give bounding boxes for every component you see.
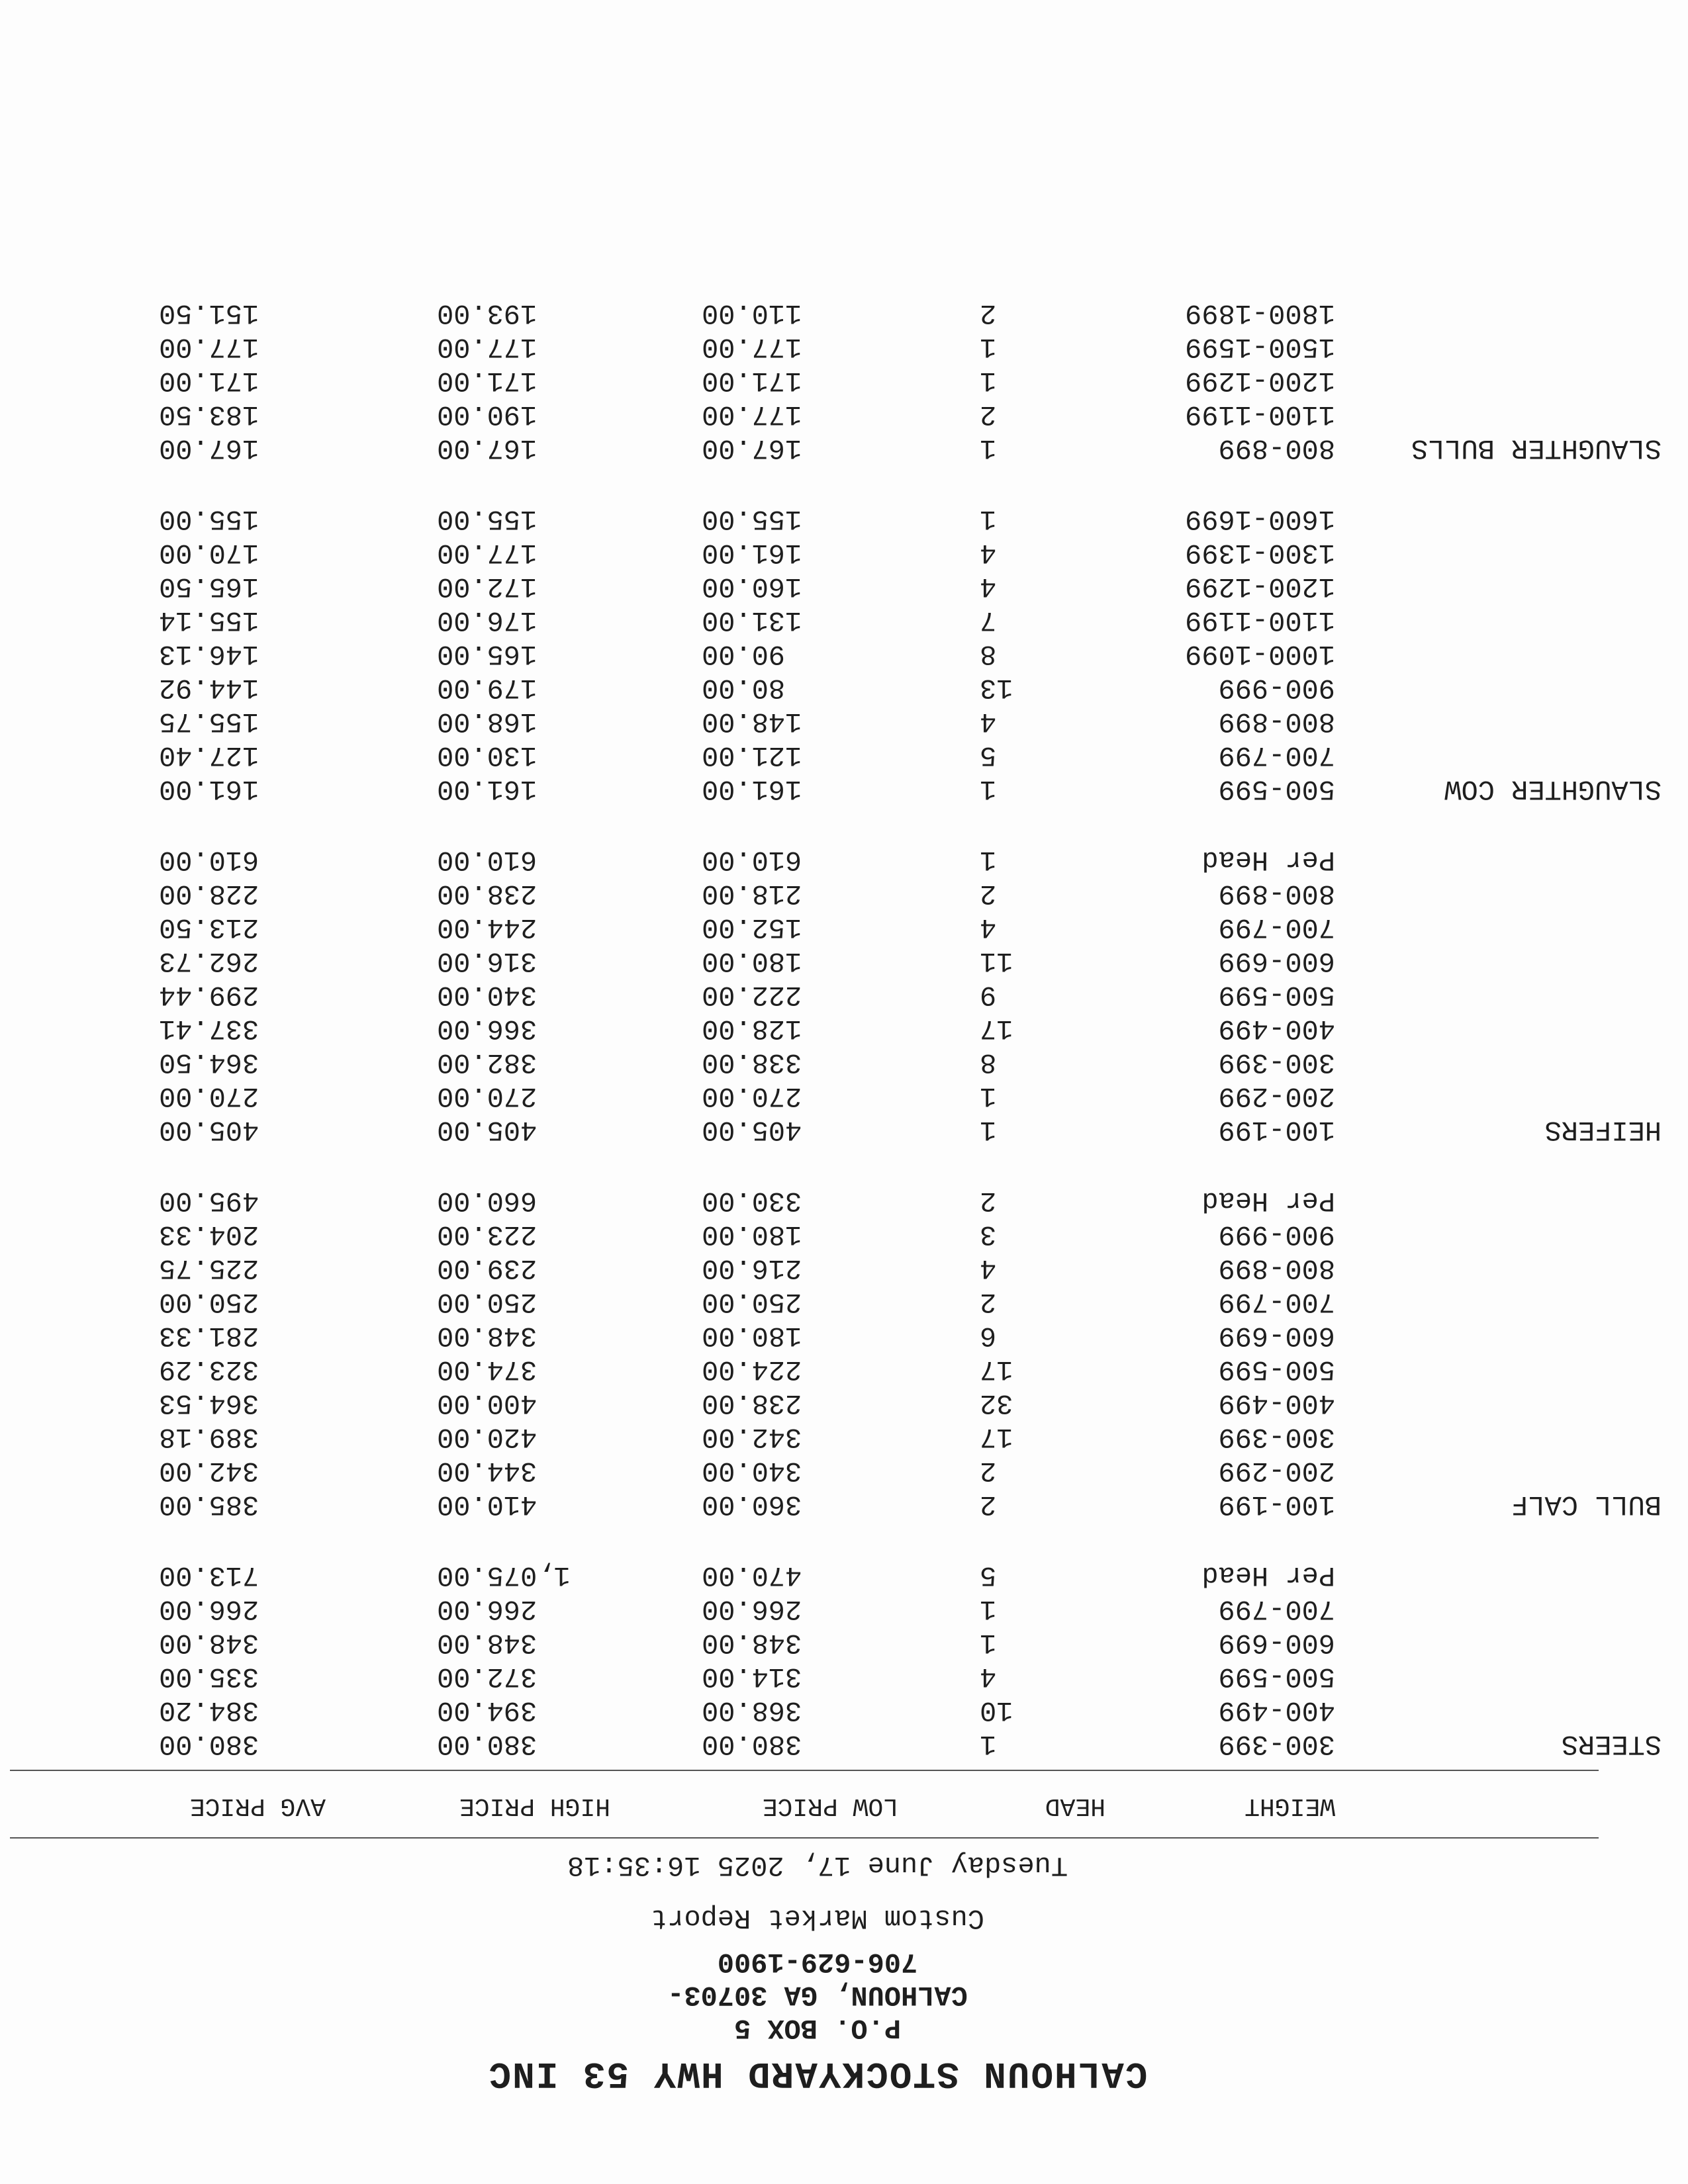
avg-price-cell: 335.00	[159, 1661, 259, 1692]
avg-price-cell: 342.00	[159, 1455, 259, 1486]
table-row	[0, 1045, 1688, 1079]
low-price-cell: 314.00	[702, 1661, 802, 1692]
table-row	[0, 502, 1688, 535]
high-price-cell: 266.00	[437, 1593, 538, 1625]
low-price-cell: 222.00	[702, 979, 802, 1011]
head-count-cell: 8	[980, 1046, 997, 1078]
avg-price-cell: 177.00	[159, 331, 259, 363]
avg-price-cell: 161.00	[159, 773, 259, 805]
avg-price-cell: 495.00	[159, 1185, 259, 1216]
avg-price-cell: 610.00	[159, 844, 259, 876]
head-count-cell: 2	[980, 1286, 997, 1318]
high-price-cell: 130.00	[437, 739, 538, 771]
head-count-cell: 17	[980, 1421, 1013, 1453]
low-price-cell: 250.00	[702, 1286, 802, 1318]
high-price-cell: 239.00	[437, 1252, 538, 1284]
low-price-cell: 177.00	[702, 331, 802, 363]
weight-cell: 1500-1599	[1185, 331, 1335, 363]
market-table	[0, 259, 1688, 1760]
avg-price-cell: 228.00	[159, 878, 259, 909]
weight-cell: 700-799	[1218, 1593, 1335, 1625]
table-row	[0, 1251, 1688, 1285]
high-price-cell: 177.00	[437, 537, 538, 569]
weight-cell: 200-299	[1218, 1455, 1335, 1486]
address-line-2: CALHOUN, GA 30703-	[667, 1979, 968, 2011]
weight-cell: 800-899	[1218, 1252, 1335, 1284]
avg-price-cell: 146.13	[159, 638, 259, 670]
avg-price-cell: 250.00	[159, 1286, 259, 1318]
high-price-cell: 179.00	[437, 672, 538, 704]
weight-cell: 1200-1299	[1185, 365, 1335, 396]
head-count-cell: 1	[980, 1080, 997, 1112]
table-row	[0, 944, 1688, 978]
avg-price-cell: 364.53	[159, 1387, 259, 1419]
table-row	[0, 637, 1688, 670]
head-count-cell: 2	[980, 1488, 997, 1520]
table-row	[0, 535, 1688, 569]
table-row	[0, 1079, 1688, 1113]
high-price-cell: 155.00	[437, 503, 538, 535]
head-count-cell: 17	[980, 1353, 1013, 1385]
low-price-cell: 177.00	[702, 398, 802, 430]
class-section	[0, 1183, 1688, 1521]
low-price-cell: 80.00	[702, 672, 786, 704]
weight-cell: 500-599	[1218, 1661, 1335, 1692]
weight-cell: 1800-1899	[1185, 297, 1335, 329]
header-divider-bottom	[10, 1770, 1599, 1771]
weight-cell: 600-699	[1218, 1320, 1335, 1351]
class-label: SLAUGHTER BULLS	[1411, 432, 1662, 464]
table-row	[0, 978, 1688, 1011]
head-count-cell: 17	[980, 1013, 1013, 1044]
weight-cell: 1100-1199	[1185, 604, 1335, 636]
low-price-cell: 270.00	[702, 1080, 802, 1112]
head-count-cell: 1	[980, 773, 997, 805]
high-price-cell: 167.00	[437, 432, 538, 464]
low-price-cell: 348.00	[702, 1627, 802, 1659]
weight-cell: 400-499	[1218, 1694, 1335, 1726]
head-count-cell: 2	[980, 1455, 997, 1486]
low-price-cell: 266.00	[702, 1593, 802, 1625]
weight-cell: 100-199	[1218, 1114, 1335, 1146]
table-row	[0, 603, 1688, 637]
high-price-cell: 171.00	[437, 365, 538, 396]
weight-cell: 300-399	[1218, 1046, 1335, 1078]
weight-cell: 100-199	[1218, 1488, 1335, 1520]
weight-cell: 500-599	[1218, 773, 1335, 805]
avg-price-cell: 225.75	[159, 1252, 259, 1284]
table-row	[0, 1558, 1688, 1592]
low-price-cell: 342.00	[702, 1421, 802, 1453]
high-price-cell: 380.00	[437, 1728, 538, 1760]
weight-cell: Per Head	[1201, 1185, 1335, 1216]
avg-price-cell: 262.73	[159, 945, 259, 977]
table-row	[0, 1113, 1688, 1146]
head-count-cell: 1	[980, 1627, 997, 1659]
high-price-cell: 176.00	[437, 604, 538, 636]
weight-cell: 800-899	[1218, 432, 1335, 464]
table-row	[0, 1727, 1688, 1760]
weight-cell: 1600-1699	[1185, 503, 1335, 535]
class-section	[0, 1558, 1688, 1760]
table-row	[0, 704, 1688, 738]
table-row	[0, 330, 1688, 363]
avg-price-cell: 270.00	[159, 1080, 259, 1112]
avg-price-cell: 384.20	[159, 1694, 259, 1726]
high-price-cell: 223.00	[437, 1218, 538, 1250]
high-price-cell: 165.00	[437, 638, 538, 670]
head-count-cell: 1	[980, 365, 997, 396]
table-row	[0, 397, 1688, 431]
high-price-cell: 1,075.00	[437, 1559, 571, 1591]
weight-cell: 900-999	[1218, 672, 1335, 704]
table-row	[0, 1592, 1688, 1625]
low-price-cell: 131.00	[702, 604, 802, 636]
weight-cell: 600-699	[1218, 1627, 1335, 1659]
weight-cell: 1000-1099	[1185, 638, 1335, 670]
high-price-cell: 238.00	[437, 878, 538, 909]
weight-cell: Per Head	[1201, 1559, 1335, 1591]
table-row	[0, 1285, 1688, 1318]
low-price-cell: 238.00	[702, 1387, 802, 1419]
low-price-cell: 128.00	[702, 1013, 802, 1044]
table-row	[0, 670, 1688, 704]
table-row	[0, 1011, 1688, 1045]
avg-price-cell: 155.75	[159, 705, 259, 737]
head-count-cell: 2	[980, 1185, 997, 1216]
table-row	[0, 363, 1688, 397]
weight-cell: 1300-1399	[1185, 537, 1335, 569]
report-date: Tuesday June 17, 2025 16:35:18	[567, 1849, 1068, 1881]
weight-cell: 500-599	[1218, 979, 1335, 1011]
avg-price-cell: 151.50	[159, 297, 259, 329]
weight-cell: 800-899	[1218, 705, 1335, 737]
class-section	[0, 502, 1688, 805]
table-row	[0, 296, 1688, 330]
head-count-cell: 4	[980, 1252, 997, 1284]
column-header-avg-price: AVG PRICE	[189, 1792, 326, 1820]
company-name: CALHOUN STOCKYARD HWY 53 INC	[487, 2052, 1148, 2095]
avg-price-cell: 337.41	[159, 1013, 259, 1044]
head-count-cell: 4	[980, 570, 997, 602]
low-price-cell: 360.00	[702, 1488, 802, 1520]
low-price-cell: 405.00	[702, 1114, 802, 1146]
head-count-cell: 5	[980, 739, 997, 771]
high-price-cell: 193.00	[437, 297, 538, 329]
weight-cell: 700-799	[1218, 911, 1335, 943]
table-row	[0, 842, 1688, 876]
head-count-cell: 1	[980, 331, 997, 363]
low-price-cell: 155.00	[702, 503, 802, 535]
low-price-cell: 180.00	[702, 945, 802, 977]
head-count-cell: 1	[980, 503, 997, 535]
weight-cell: 1100-1199	[1185, 398, 1335, 430]
head-count-cell: 9	[980, 979, 997, 1011]
table-row	[0, 569, 1688, 603]
high-price-cell: 420.00	[437, 1421, 538, 1453]
high-price-cell: 382.00	[437, 1046, 538, 1078]
column-header-high-price: HIGH PRICE	[459, 1792, 610, 1820]
high-price-cell: 270.00	[437, 1080, 538, 1112]
weight-cell: 400-499	[1218, 1387, 1335, 1419]
avg-price-cell: 167.00	[159, 432, 259, 464]
table-row	[0, 1625, 1688, 1659]
table-row	[0, 1183, 1688, 1217]
low-price-cell: 161.00	[702, 537, 802, 569]
avg-price-cell: 281.33	[159, 1320, 259, 1351]
low-price-cell: 218.00	[702, 878, 802, 909]
high-price-cell: 190.00	[437, 398, 538, 430]
avg-price-cell: 348.00	[159, 1627, 259, 1659]
header-divider-top	[10, 1837, 1599, 1839]
head-count-cell: 1	[980, 1593, 997, 1625]
avg-price-cell: 204.33	[159, 1218, 259, 1250]
weight-cell: 700-799	[1218, 739, 1335, 771]
table-row	[0, 1693, 1688, 1727]
class-section	[0, 296, 1688, 465]
avg-price-cell: 213.50	[159, 911, 259, 943]
high-price-cell: 410.00	[437, 1488, 538, 1520]
class-section	[0, 842, 1688, 1146]
low-price-cell: 180.00	[702, 1218, 802, 1250]
avg-price-cell: 127.40	[159, 739, 259, 771]
low-price-cell: 224.00	[702, 1353, 802, 1385]
avg-price-cell: 380.00	[159, 1728, 259, 1760]
column-header-head: HEAD	[1045, 1792, 1105, 1820]
head-count-cell: 1	[980, 1728, 997, 1760]
report-title: Custom Market Report	[650, 1902, 985, 1934]
table-row	[0, 1386, 1688, 1420]
low-price-cell: 161.00	[702, 773, 802, 805]
low-price-cell: 90.00	[702, 638, 786, 670]
weight-cell: 1200-1299	[1185, 570, 1335, 602]
class-label: BULL CALF	[1511, 1488, 1662, 1520]
column-header-low-price: LOW PRICE	[762, 1792, 898, 1820]
head-count-cell: 4	[980, 1661, 997, 1692]
low-price-cell: 152.00	[702, 911, 802, 943]
low-price-cell: 180.00	[702, 1320, 802, 1351]
table-row	[0, 1352, 1688, 1386]
head-count-cell: 13	[980, 672, 1013, 704]
high-price-cell: 316.00	[437, 945, 538, 977]
head-count-cell: 7	[980, 604, 997, 636]
low-price-cell: 110.00	[702, 297, 802, 329]
head-count-cell: 2	[980, 878, 997, 909]
head-count-cell: 11	[980, 945, 1013, 977]
avg-price-cell: 165.50	[159, 570, 259, 602]
weight-cell: 400-499	[1218, 1013, 1335, 1044]
head-count-cell: 6	[980, 1320, 997, 1351]
avg-price-cell: 323.29	[159, 1353, 259, 1385]
weight-cell: Per Head	[1201, 844, 1335, 876]
avg-price-cell: 183.50	[159, 398, 259, 430]
high-price-cell: 244.00	[437, 911, 538, 943]
avg-price-cell: 171.00	[159, 365, 259, 396]
low-price-cell: 121.00	[702, 739, 802, 771]
high-price-cell: 400.00	[437, 1387, 538, 1419]
avg-price-cell: 389.18	[159, 1421, 259, 1453]
weight-cell: 900-999	[1218, 1218, 1335, 1250]
class-label: STEERS	[1561, 1728, 1662, 1760]
table-row	[0, 1217, 1688, 1251]
high-price-cell: 250.00	[437, 1286, 538, 1318]
high-price-cell: 374.00	[437, 1353, 538, 1385]
low-price-cell: 610.00	[702, 844, 802, 876]
high-price-cell: 610.00	[437, 844, 538, 876]
head-count-cell: 1	[980, 432, 997, 464]
head-count-cell: 4	[980, 537, 997, 569]
table-row	[0, 1318, 1688, 1352]
table-row	[0, 1659, 1688, 1693]
avg-price-cell: 385.00	[159, 1488, 259, 1520]
weight-cell: 700-799	[1218, 1286, 1335, 1318]
high-price-cell: 172.00	[437, 570, 538, 602]
high-price-cell: 405.00	[437, 1114, 538, 1146]
low-price-cell: 330.00	[702, 1185, 802, 1216]
avg-price-cell: 405.00	[159, 1114, 259, 1146]
head-count-cell: 2	[980, 297, 997, 329]
head-count-cell: 4	[980, 705, 997, 737]
head-count-cell: 3	[980, 1218, 997, 1250]
high-price-cell: 348.00	[437, 1320, 538, 1351]
table-row	[0, 876, 1688, 910]
table-row	[0, 431, 1688, 465]
avg-price-cell: 713.00	[159, 1559, 259, 1591]
head-count-cell: 2	[980, 398, 997, 430]
phone-number: 706-629-1900	[717, 1946, 918, 1978]
low-price-cell: 338.00	[702, 1046, 802, 1078]
avg-price-cell: 170.00	[159, 537, 259, 569]
weight-cell: 300-399	[1218, 1421, 1335, 1453]
head-count-cell: 8	[980, 638, 997, 670]
low-price-cell: 340.00	[702, 1455, 802, 1486]
head-count-cell: 5	[980, 1559, 997, 1591]
avg-price-cell: 155.00	[159, 503, 259, 535]
avg-price-cell: 299.44	[159, 979, 259, 1011]
head-count-cell: 32	[980, 1387, 1013, 1419]
head-count-cell: 1	[980, 844, 997, 876]
high-price-cell: 340.00	[437, 979, 538, 1011]
low-price-cell: 148.00	[702, 705, 802, 737]
head-count-cell: 10	[980, 1694, 1013, 1726]
table-row	[0, 772, 1688, 805]
table-row	[0, 1453, 1688, 1487]
avg-price-cell: 144.92	[159, 672, 259, 704]
avg-price-cell: 364.50	[159, 1046, 259, 1078]
low-price-cell: 216.00	[702, 1252, 802, 1284]
high-price-cell: 344.00	[437, 1455, 538, 1486]
class-label: SLAUGHTER COW	[1444, 773, 1662, 805]
head-count-cell: 4	[980, 911, 997, 943]
high-price-cell: 372.00	[437, 1661, 538, 1692]
high-price-cell: 366.00	[437, 1013, 538, 1044]
weight-cell: 800-899	[1218, 878, 1335, 909]
high-price-cell: 660.00	[437, 1185, 538, 1216]
column-header-weight: WEIGHT	[1244, 1792, 1335, 1820]
weight-cell: 300-399	[1218, 1728, 1335, 1760]
high-price-cell: 168.00	[437, 705, 538, 737]
high-price-cell: 177.00	[437, 331, 538, 363]
weight-cell: 500-599	[1218, 1353, 1335, 1385]
high-price-cell: 348.00	[437, 1627, 538, 1659]
weight-cell: 600-699	[1218, 945, 1335, 977]
high-price-cell: 394.00	[437, 1694, 538, 1726]
low-price-cell: 368.00	[702, 1694, 802, 1726]
table-row	[0, 738, 1688, 772]
avg-price-cell: 266.00	[159, 1593, 259, 1625]
high-price-cell: 161.00	[437, 773, 538, 805]
table-row	[0, 1420, 1688, 1453]
low-price-cell: 470.00	[702, 1559, 802, 1591]
table-row	[0, 910, 1688, 944]
address-line-1: P.O. BOX 5	[733, 2012, 902, 2044]
head-count-cell: 1	[980, 1114, 997, 1146]
weight-cell: 200-299	[1218, 1080, 1335, 1112]
avg-price-cell: 155.14	[159, 604, 259, 636]
low-price-cell: 171.00	[702, 365, 802, 396]
low-price-cell: 380.00	[702, 1728, 802, 1760]
table-row	[0, 1487, 1688, 1521]
low-price-cell: 167.00	[702, 432, 802, 464]
class-label: HEIFERS	[1544, 1114, 1662, 1146]
low-price-cell: 160.00	[702, 570, 802, 602]
